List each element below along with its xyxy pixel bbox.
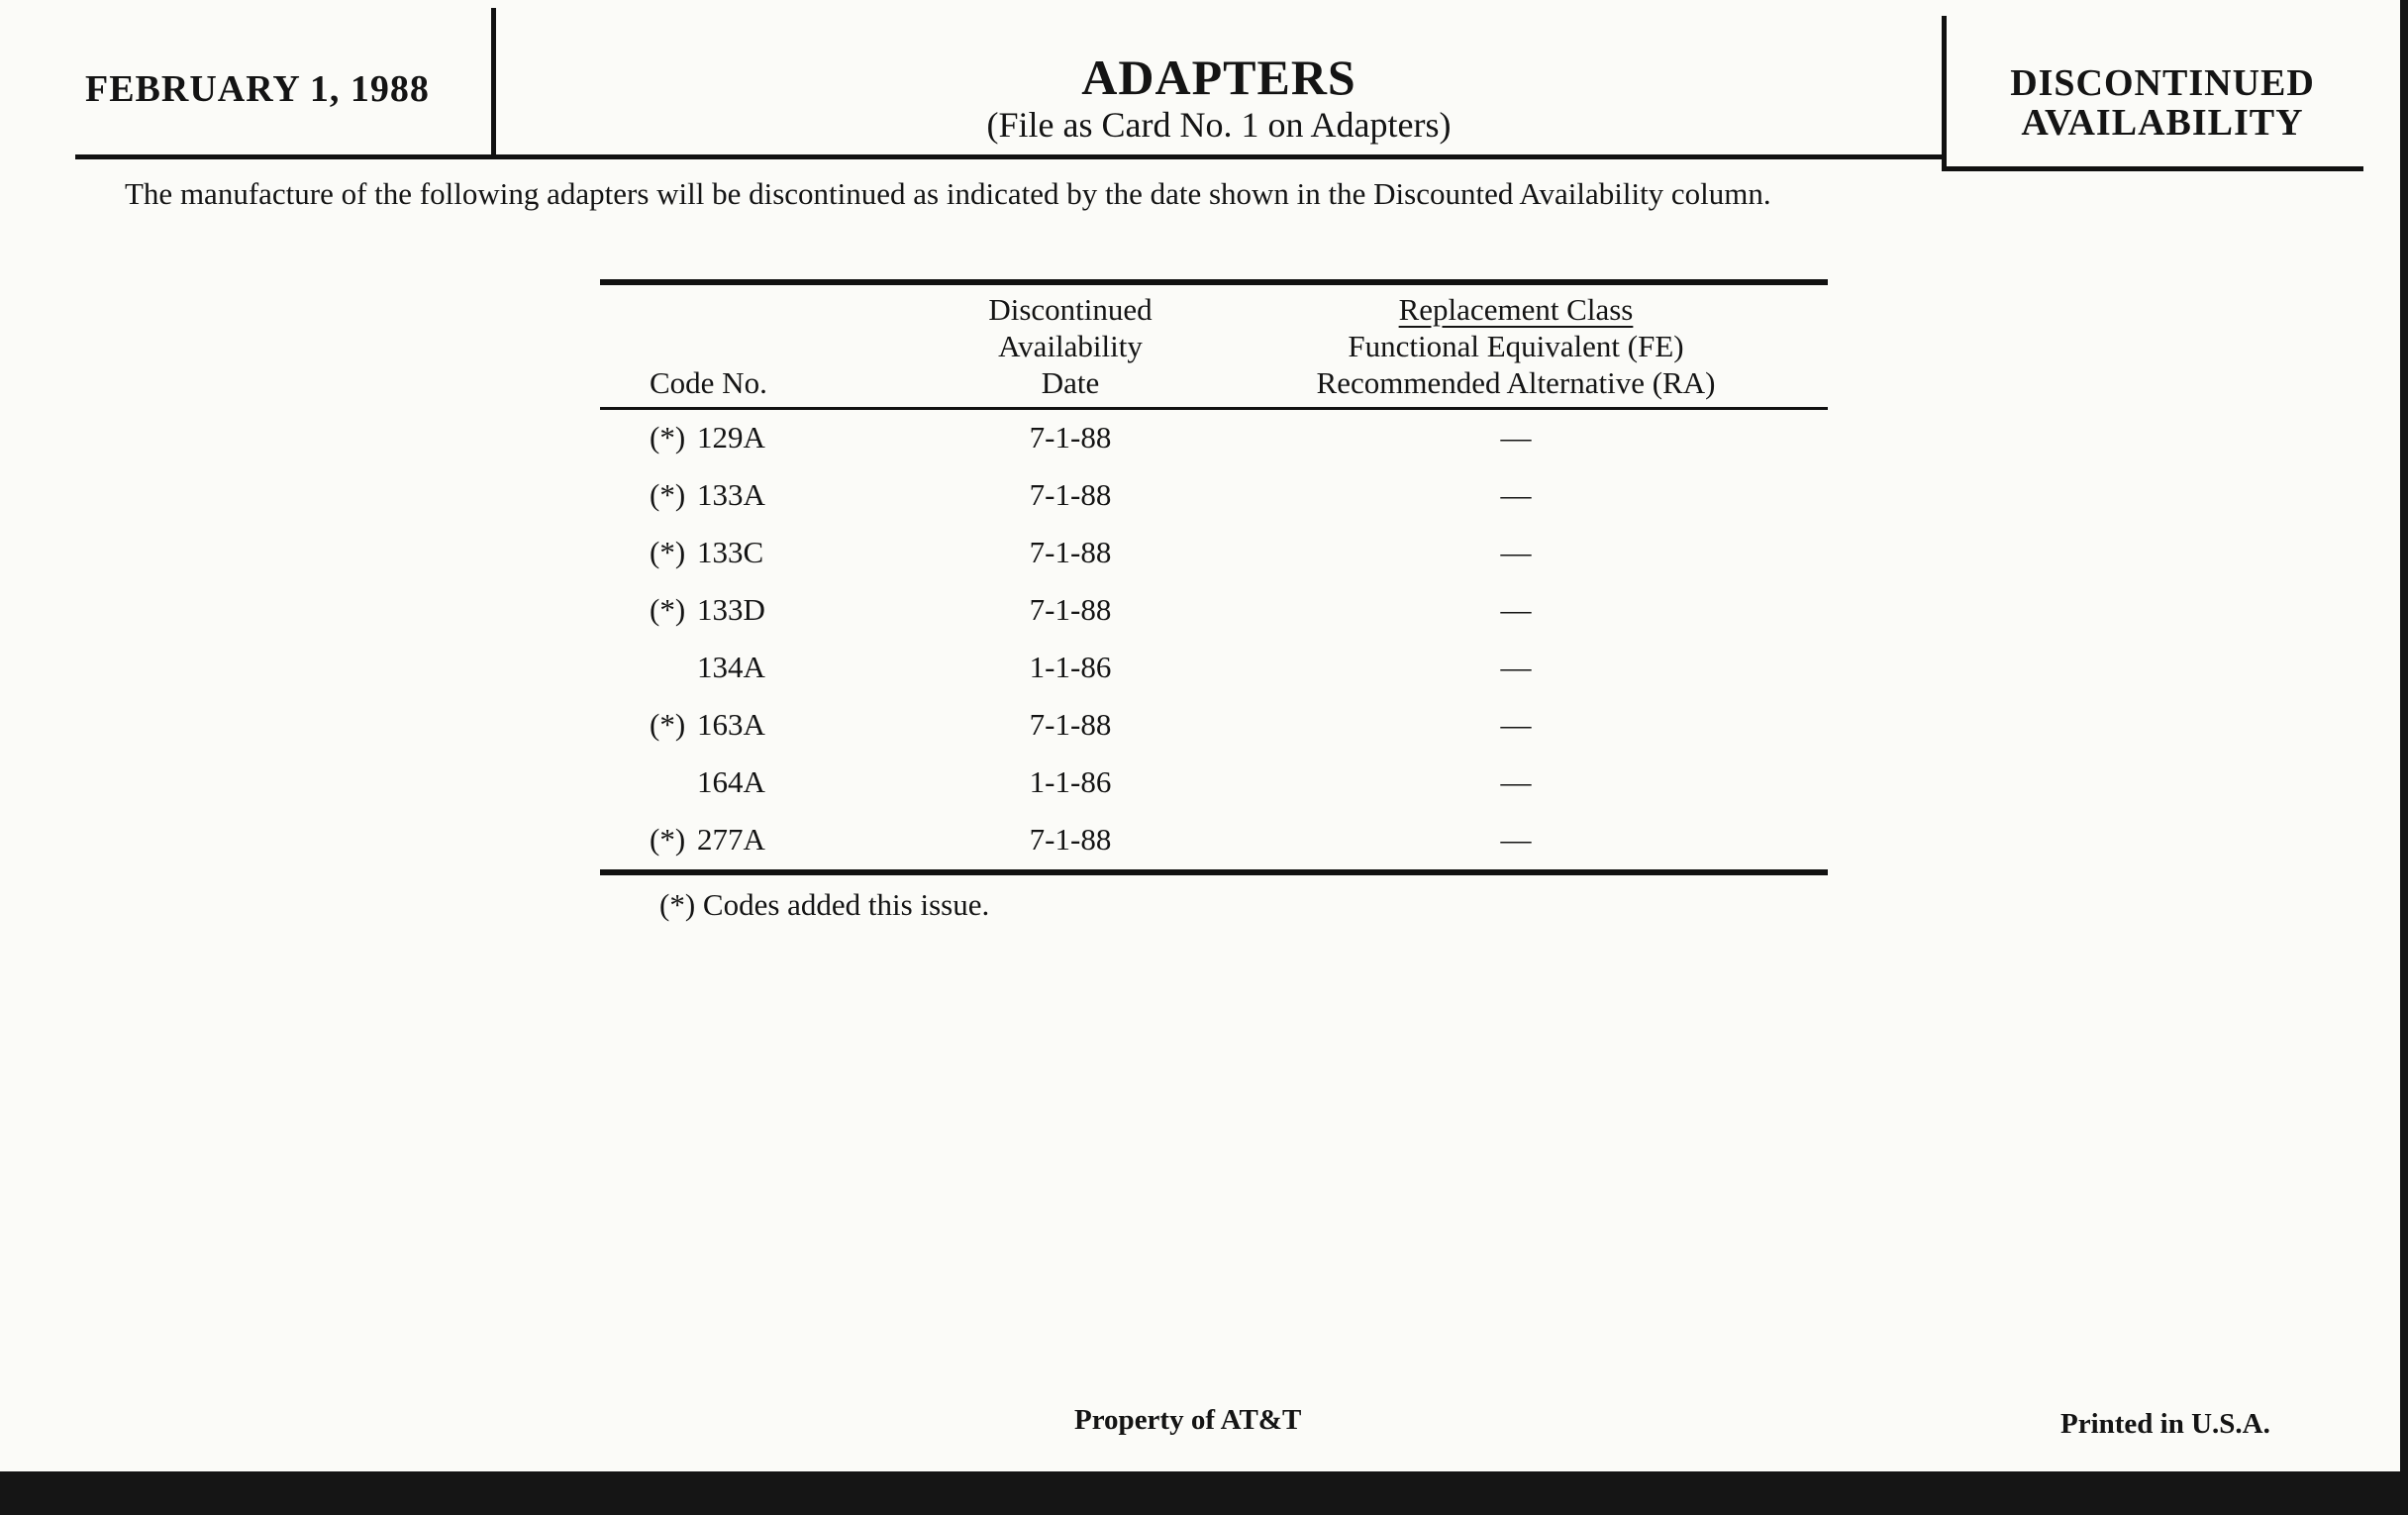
cell-replacement: — bbox=[1500, 535, 1532, 569]
cell-code bbox=[600, 697, 937, 755]
cell-code bbox=[600, 812, 937, 872]
added-marker: (*) bbox=[650, 592, 686, 627]
cell-code bbox=[600, 525, 937, 582]
status-block bbox=[1945, 63, 2380, 143]
header-rule-left bbox=[75, 154, 1945, 159]
table-row bbox=[600, 755, 1828, 812]
column-header-replacement: Replacement Class Functional Equivalent (FE) Recommended Alternative (RA) bbox=[1204, 282, 1828, 409]
added-marker: (*) bbox=[650, 477, 686, 512]
adapters-table bbox=[600, 279, 1828, 875]
table-row bbox=[600, 525, 1828, 582]
cell-code bbox=[600, 640, 937, 697]
code-value: 133A bbox=[697, 477, 765, 512]
footer-printed: Printed in U.S.A. bbox=[2060, 1408, 2270, 1440]
added-marker: (*) bbox=[650, 822, 686, 857]
footnote: (*) Codes added this issue. bbox=[659, 887, 990, 922]
cell-replacement: — bbox=[1500, 650, 1532, 684]
page-subtitle: (File as Card No. 1 on Adapters) bbox=[986, 105, 1452, 145]
footer-property: Property of AT&T bbox=[1074, 1404, 1302, 1436]
table-row bbox=[600, 467, 1828, 525]
cell-date: 7-1-88 bbox=[1029, 535, 1112, 569]
cell-replacement: — bbox=[1500, 477, 1532, 512]
header-divider-left bbox=[491, 8, 496, 156]
table-row bbox=[600, 409, 1828, 468]
added-marker: (*) bbox=[650, 707, 686, 742]
cell-replacement: — bbox=[1500, 420, 1532, 454]
cell-code bbox=[600, 467, 937, 525]
code-value: 277A bbox=[697, 822, 765, 857]
cell-date: 7-1-88 bbox=[1029, 420, 1112, 454]
cell-date: 7-1-88 bbox=[1029, 592, 1112, 627]
code-value: 163A bbox=[697, 707, 765, 742]
column-header-date: Discontinued Availability Date bbox=[937, 282, 1204, 409]
table-header-row bbox=[600, 282, 1828, 409]
cell-replacement: — bbox=[1500, 592, 1532, 627]
cell-replacement: — bbox=[1500, 822, 1532, 857]
header-title-block bbox=[497, 50, 1941, 145]
cell-date: 7-1-88 bbox=[1029, 707, 1112, 742]
cell-date: 7-1-88 bbox=[1029, 822, 1112, 857]
cell-code bbox=[600, 755, 937, 812]
added-marker: (*) bbox=[650, 535, 686, 569]
issue-date: FEBRUARY 1, 1988 bbox=[85, 68, 430, 110]
table-row bbox=[600, 812, 1828, 872]
cell-date: 1-1-86 bbox=[1029, 650, 1112, 684]
cell-date: 7-1-88 bbox=[1029, 477, 1112, 512]
table-row bbox=[600, 640, 1828, 697]
cell-replacement: — bbox=[1500, 764, 1532, 799]
code-value: 129A bbox=[697, 420, 765, 454]
cell-date: 1-1-86 bbox=[1029, 764, 1112, 799]
intro-text: The manufacture of the following adapters will be discontinued as indicated by the date shown in the Discounted Availability column. bbox=[125, 176, 1771, 211]
status-line-1: DISCONTINUED bbox=[2010, 62, 2315, 104]
code-value: 164A bbox=[697, 764, 765, 799]
added-marker: (*) bbox=[650, 420, 686, 454]
code-value: 133D bbox=[697, 592, 765, 627]
header-rule-right bbox=[1942, 166, 2363, 171]
code-value: 134A bbox=[697, 650, 765, 684]
column-header-code: Code No. bbox=[600, 282, 937, 409]
code-value: 133C bbox=[697, 535, 764, 569]
table-row bbox=[600, 697, 1828, 755]
cell-code bbox=[600, 409, 937, 468]
cell-code bbox=[600, 582, 937, 640]
cell-replacement: — bbox=[1500, 707, 1532, 742]
page-title: ADAPTERS bbox=[1081, 50, 1356, 105]
status-line-2: AVAILABILITY bbox=[2021, 102, 2304, 144]
table-row bbox=[600, 582, 1828, 640]
